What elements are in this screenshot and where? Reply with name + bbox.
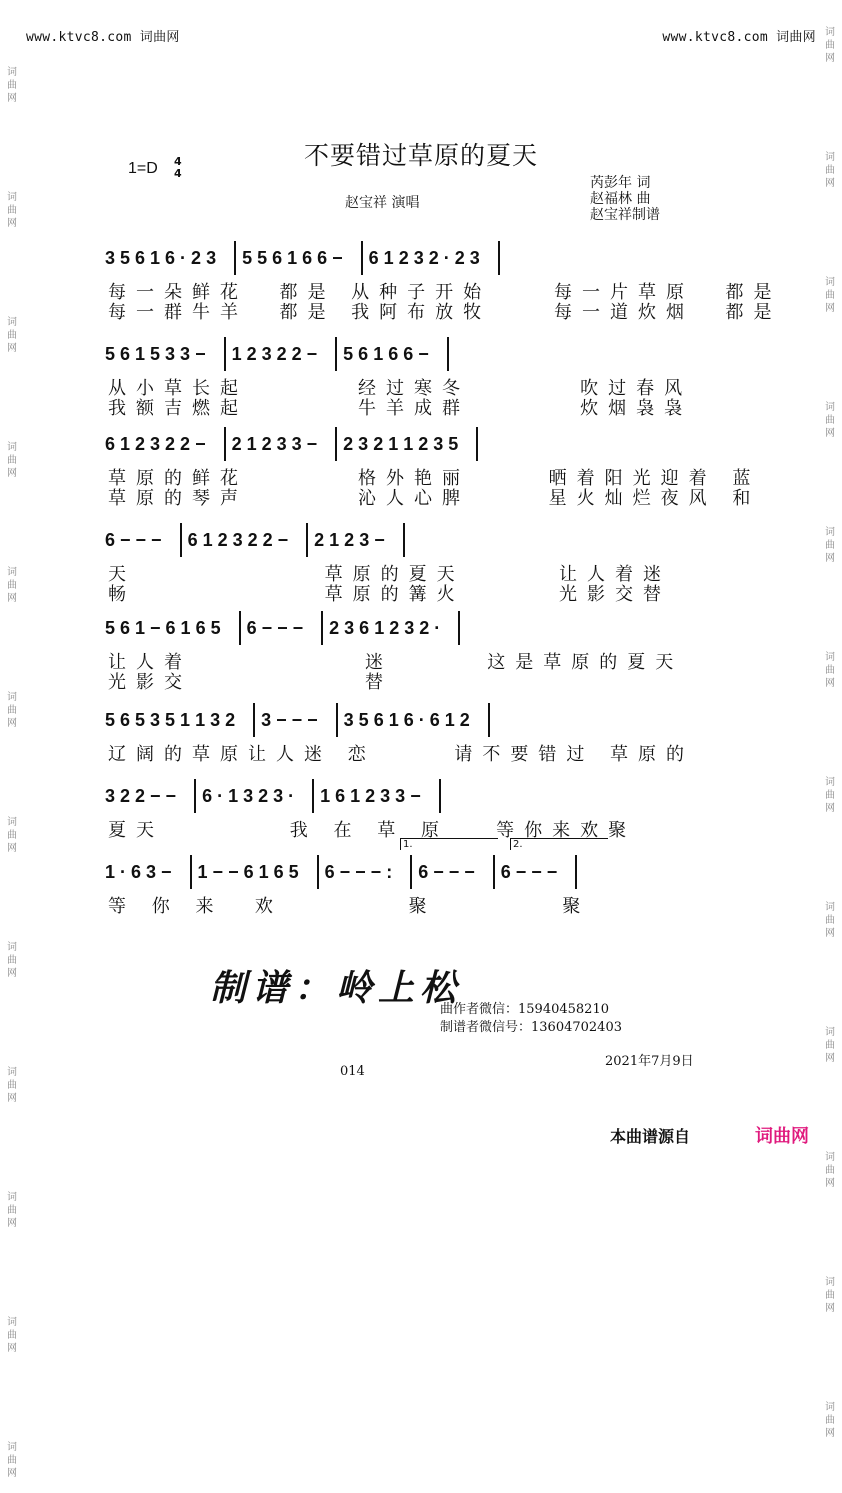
lyric-line: 辽阔的草原让人迷 恋 请不要错过 草原的 xyxy=(108,744,695,765)
measure: 1 6 1 2 3 3 − xyxy=(320,785,421,806)
lyric-line: 夏天 我 在 草 原 等你来欢聚 xyxy=(108,820,637,841)
key-signature: 1=D xyxy=(128,160,158,177)
arranger-credit: 赵宝祥制谱 xyxy=(590,207,660,223)
watermark-text: 词 曲 网 xyxy=(7,1442,17,1479)
time-top: 4 xyxy=(174,155,182,168)
barline xyxy=(335,427,337,461)
watermark-text: 词 曲 网 xyxy=(825,152,835,189)
watermark-text: 词 曲 网 xyxy=(7,1192,17,1229)
measure: 6 − − − xyxy=(105,529,162,550)
lyric-line: 等 你 来 欢 聚 聚 xyxy=(108,896,591,917)
measure: 6 − − − xyxy=(418,861,475,882)
watermark-text: 词 曲 网 xyxy=(7,942,17,979)
watermark-left xyxy=(4,0,20,1493)
lyric-line: 草原的鲜花 格外艳丽 晒着阳光迎着 蓝 xyxy=(108,468,761,489)
watermark-text: 词 曲 网 xyxy=(825,902,835,939)
barline xyxy=(488,703,490,737)
barline xyxy=(476,427,478,461)
transcriber-signature: 制谱：岭上松 xyxy=(210,967,463,1009)
notes-line xyxy=(105,776,745,816)
measure: 3 2 2 − − xyxy=(105,785,177,806)
measure: 5 5 6 1 6 6 − xyxy=(242,247,343,268)
barline xyxy=(312,779,314,813)
notes-line xyxy=(105,334,745,374)
barline xyxy=(224,337,226,371)
score-system xyxy=(105,608,745,648)
score-date: 2021年7月9日 xyxy=(605,1054,694,1069)
measure: 3 5 6 1 6 · 2 3 xyxy=(105,247,217,268)
watermark-text: 词 曲 网 xyxy=(825,777,835,814)
score-system xyxy=(105,334,745,374)
watermark-text: 词 曲 网 xyxy=(825,652,835,689)
watermark-text: 词 曲 网 xyxy=(7,442,17,479)
measure: 6 1 2 3 2 · 2 3 xyxy=(368,247,480,268)
barline xyxy=(361,241,363,275)
lyric-line: 光影交 替 xyxy=(108,672,393,693)
composer-credit: 赵福林 曲 xyxy=(590,191,651,207)
barline xyxy=(321,611,323,645)
measure: 6 1 2 3 2 2 − xyxy=(105,433,206,454)
measure: 6 − − − xyxy=(500,861,558,882)
watermark-text: 词 曲 网 xyxy=(7,817,17,854)
barline xyxy=(458,611,460,645)
measure: 1 2 3 2 2 − xyxy=(231,343,318,364)
score-system xyxy=(105,238,745,278)
watermark-text: 词 曲 网 xyxy=(825,277,835,314)
lyric-line: 每一群牛羊 都是 我阿布放牧 每一道炊烟 都是 xyxy=(108,302,782,323)
barline xyxy=(239,611,241,645)
measure: 5 6 5 3 5 1 1 3 2 xyxy=(105,709,236,730)
lyricist-credit: 芮彭年 词 xyxy=(590,175,651,191)
score-system xyxy=(105,424,745,464)
measure: 6 · 1 3 2 3 · xyxy=(202,785,295,806)
author-wechat: 曲作者微信：15940458210 xyxy=(440,1002,609,1017)
barline xyxy=(493,855,495,889)
volta-bracket: 2. xyxy=(510,838,608,850)
watermark-text: 词 曲 网 xyxy=(825,402,835,439)
watermark-text: 词 曲 网 xyxy=(7,692,17,729)
measure: 1 · 6 3 − xyxy=(105,861,172,882)
measure: 5 6 1 5 3 3 − xyxy=(105,343,206,364)
notes-line xyxy=(105,520,745,560)
lyric-line: 草原的琴声 沁人心脾 星火灿烂夜风 和 xyxy=(108,488,761,509)
lyric-line: 每一朵鲜花 都是 从种子开始 每一片草原 都是 xyxy=(108,282,782,303)
footer-brand[interactable]: 词曲网 xyxy=(755,1126,809,1147)
lyric-line: 让人着 迷 这是草原的夏天 xyxy=(108,652,684,673)
watermark-text: 词 曲 网 xyxy=(7,192,17,229)
notes-line xyxy=(105,700,745,740)
measure: 3 − − − xyxy=(261,709,318,730)
watermark-text: 词 曲 网 xyxy=(7,567,17,604)
measure: 6 − − − : xyxy=(324,861,393,882)
time-signature xyxy=(174,156,182,180)
volta-bracket: 1. xyxy=(400,838,498,850)
barline xyxy=(439,779,441,813)
watermark-text: 词 曲 网 xyxy=(7,67,17,104)
lyric-line: 天 草原的夏天 让人着迷 xyxy=(108,564,671,585)
barline xyxy=(190,855,192,889)
measure: 2 3 2 1 1 2 3 5 xyxy=(343,433,459,454)
barline xyxy=(180,523,182,557)
measure: 5 6 1 6 6 − xyxy=(343,343,429,364)
barline xyxy=(410,855,412,889)
measure: 6 − − − xyxy=(246,617,304,638)
measure: 3 5 6 1 6 · 6 1 2 xyxy=(343,709,470,730)
score-system xyxy=(105,852,745,892)
barline xyxy=(575,855,577,889)
barline xyxy=(224,427,226,461)
lyric-line: 我额吉燃起 牛羊成群 炊烟袅袅 xyxy=(108,398,693,419)
barline xyxy=(234,241,236,275)
barline xyxy=(403,523,405,557)
notes-line xyxy=(105,852,745,892)
measure: 2 1 2 3 3 − xyxy=(231,433,318,454)
measure: 5 6 1 − 6 1 6 5 xyxy=(105,617,221,638)
watermark-right xyxy=(822,0,838,1453)
barline xyxy=(306,523,308,557)
footer-source: 本曲谱源自 xyxy=(610,1127,691,1146)
measure: 2 3 6 1 2 3 2 · xyxy=(329,617,441,638)
transcriber-wechat: 制谱者微信号：13604702403 xyxy=(440,1020,622,1035)
barline xyxy=(336,703,338,737)
watermark-text: 词 曲 网 xyxy=(825,527,835,564)
barline xyxy=(447,337,449,371)
score-system xyxy=(105,776,745,816)
barline xyxy=(253,703,255,737)
barline xyxy=(194,779,196,813)
site-url-left[interactable]: www.ktvc8.com 词曲网 xyxy=(26,30,180,45)
lyric-line: 从小草长起 经过寒冬 吹过春风 xyxy=(108,378,693,399)
watermark-text: 词 曲 网 xyxy=(825,1402,835,1439)
barline xyxy=(498,241,500,275)
score-system xyxy=(105,700,745,740)
notes-line xyxy=(105,238,745,278)
page-number: 014 xyxy=(340,1064,365,1079)
notes-line xyxy=(105,608,745,648)
time-bottom: 4 xyxy=(174,167,182,180)
lyric-line: 畅 草原的篝火 光影交替 xyxy=(108,584,671,605)
barline xyxy=(335,337,337,371)
watermark-text: 词 曲 网 xyxy=(825,1027,835,1064)
site-url-right[interactable]: www.ktvc8.com 词曲网 xyxy=(662,30,816,45)
watermark-text: 词 曲 网 xyxy=(825,1152,835,1189)
measure: 2 1 2 3 − xyxy=(314,529,385,550)
watermark-text: 词 曲 网 xyxy=(7,1067,17,1104)
measure: 1 − − 6 1 6 5 xyxy=(197,861,299,882)
watermark-text: 词 曲 网 xyxy=(7,317,17,354)
measure: 6 1 2 3 2 2 − xyxy=(187,529,289,550)
barline xyxy=(317,855,319,889)
singer-credit: 赵宝祥 演唱 xyxy=(345,195,420,211)
watermark-text: 词 曲 网 xyxy=(7,1317,17,1354)
score-system xyxy=(105,520,745,560)
song-title: 不要错过草原的夏天 xyxy=(303,141,538,170)
notes-line xyxy=(105,424,745,464)
watermark-text: 词 曲 网 xyxy=(825,27,835,64)
watermark-text: 词 曲 网 xyxy=(825,1277,835,1314)
